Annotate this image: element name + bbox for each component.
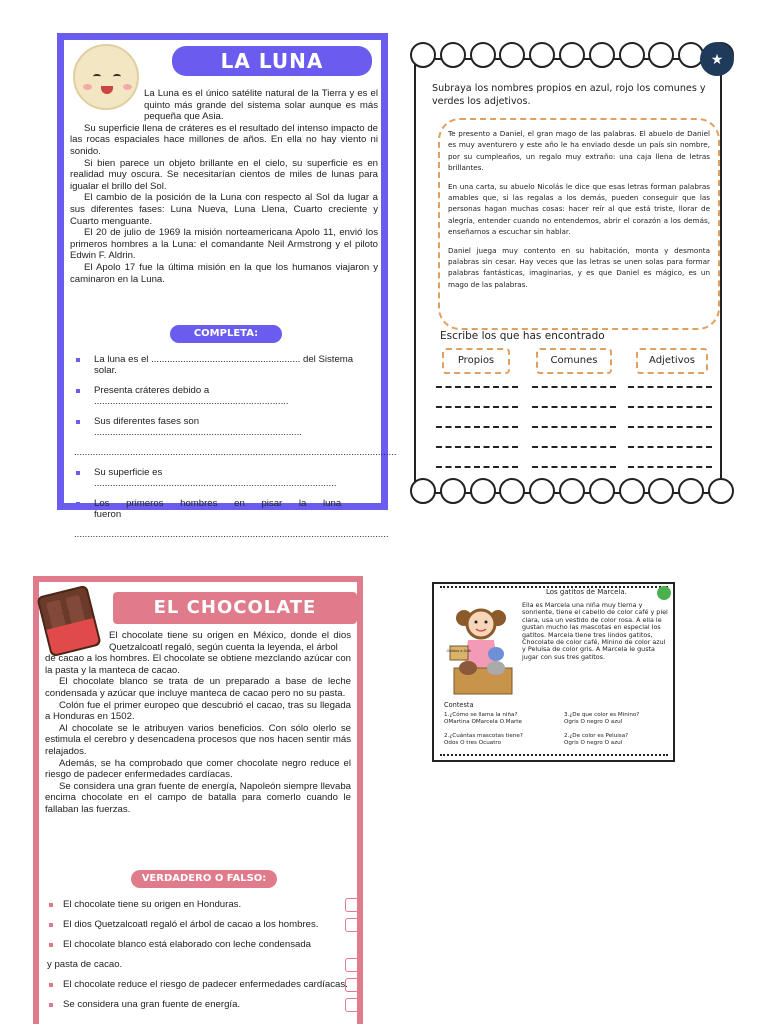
chocolate-paragraph: Al chocolate se le atribuyen varios beneficios. Con sólo olerlo se estimula el cerebro y desencadena procesos que nos hacen sentir más relajados. xyxy=(45,722,351,757)
answer-checkbox[interactable] xyxy=(345,898,359,912)
subraya-worksheet xyxy=(410,38,734,504)
la-luna-worksheet xyxy=(57,33,397,540)
true-false-text: El chocolate tiene su origen en Honduras. xyxy=(63,899,242,910)
dotted-border-bottom xyxy=(440,754,668,760)
luna-paragraph: Su superficie llena de cráteres es el resultado del intenso impacto de las rocas espaciales hace millones de años. En ella no hay viento ni sonido. xyxy=(70,122,378,157)
scallop-border-top xyxy=(410,42,734,68)
chocolate-paragraph: Además, se ha comprobado que comer chocolate negro reduce el riesgo de padecer enfermedades cardíacas. xyxy=(45,757,351,781)
story-paragraph: En una carta, su abuelo Nicolás le dice que esas letras forman palabras amables que, si las regalas a los demás, pueden conseguir que las personas hagan muchas cosas: hacer reír al que está triste, llorar de alegría, entender cuando no entendemos, abrir el corazón a los demás, enseñarnos a escuchar sin hablar. xyxy=(448,181,710,237)
contesta-label: Contesta xyxy=(444,701,474,709)
school-logo-icon: ★ xyxy=(700,42,734,76)
story-paragraph: Daniel juega muy contento en su habitación, monta y desmonta palabras sin cesar. Hay veces que las letras se unen solas para formar palabras fantásticas, imaginarias, y es que Daniel es mágico, es un mago de las palabras. xyxy=(448,245,710,289)
true-false-item xyxy=(47,918,359,938)
story-box xyxy=(438,118,720,330)
chocolate-paragraph: El chocolate blanco se trata de un preparado a base de leche condensada y azúcar que incluye manteca de cacao pero no su pasta. xyxy=(45,676,351,699)
true-false-text: El chocolate reduce el riesgo de padecer enfermedades cardíacas. xyxy=(63,979,348,990)
chocolate-subtitle: VERDADERO O FALSO: xyxy=(131,870,277,888)
true-false-item xyxy=(47,958,359,978)
question-2-options[interactable]: Odos O tres Ocuatro xyxy=(444,740,501,746)
question-1: 1.¿Cómo se llama la niña? xyxy=(444,712,518,718)
chocolate-text xyxy=(45,630,351,816)
instruction-text: Subraya los nombres propios en azul, rojo los comunes y verdes los adjetivos. xyxy=(432,83,706,107)
luna-subtitle: COMPLETA: xyxy=(170,325,282,343)
chocolate-paragraph: Se considera una gran fuente de energía, Napoleón siempre llevaba encima chocolate en el campo de batalla para comerlo cuando le fallaban las fuerzas. xyxy=(45,780,351,815)
write-prompt: Escribe los que has encontrado xyxy=(440,330,605,342)
question-4: 2.¿De color es Peluisa? xyxy=(564,733,629,739)
category-comunes: Comunes xyxy=(536,348,612,374)
question-2: 2.¿Cuántas mascotas tiene? xyxy=(444,733,523,739)
true-false-text: El chocolate blanco está elaborado con leche condensada xyxy=(63,939,312,950)
story-paragraph: Te presento a Daniel, el gran mago de las palabras. El abuelo de Daniel es muy aventurero y este año le ha enviado desde un país sin nombre, por su cumpleaños, un regalo muy extraño: una caja llena de letras brillantes. xyxy=(448,129,710,173)
luna-paragraph: La Luna es el único satélite natural de la Tierra y es el quinto más grande del sistema solar aunque es más pequeña que Asia. xyxy=(144,88,378,123)
luna-question: Los primeros hombres en pisar la luna fueron xyxy=(74,498,376,520)
question-4-options[interactable]: Ogris O negro O azul xyxy=(564,740,623,746)
chocolate-worksheet xyxy=(33,576,363,1024)
luna-question: La luna es el ........................................................ del Sistema solar. xyxy=(74,354,376,376)
luna-paragraph: Si bien parece un objeto brillante en el cielo, su superficie es en realidad muy oscura. Se necesitarían cientos de miles de lunas para igualar el brillo del Sol. xyxy=(70,157,378,192)
luna-paragraph: El 20 de julio de 1969 la misión norteamericana Apolo 11, envió los primeros hombres a la Luna: el comandante Neil Armstrong y el piloto Edwin F. Aldrin. xyxy=(70,227,378,262)
luna-question-list xyxy=(74,354,397,549)
category-propios: Propios xyxy=(442,348,510,374)
sign-text: Gatitos a Salir xyxy=(446,648,472,653)
luna-paragraph: El Apolo 17 fue la última misión en la que los humanos viajaron y caminaron en la Luna. xyxy=(70,261,378,285)
answer-checkbox[interactable] xyxy=(345,978,359,992)
chocolate-title: EL CHOCOLATE xyxy=(113,592,357,624)
question-3-options[interactable]: Ogris O negro O azul xyxy=(564,719,623,725)
question-3: 3.¿De que color es Minino? xyxy=(564,712,640,718)
gatitos-worksheet xyxy=(432,582,675,762)
luna-question: Su superficie es ........................................................................................... xyxy=(74,467,376,489)
answer-checkbox[interactable] xyxy=(345,918,359,932)
answer-checkbox[interactable] xyxy=(345,998,359,1012)
category-adjetivos: Adjetivos xyxy=(636,348,708,374)
luna-question: Presenta cráteres debido a ......................................................................... xyxy=(74,385,376,407)
true-false-item xyxy=(47,938,359,958)
chocolate-paragraph: El chocolate tiene su origen en México, donde el dios Quetzalcoatl regaló, según cuenta la leyenda, el árbol xyxy=(109,630,351,653)
question-1-options[interactable]: OMartina OMarcela O Marte xyxy=(444,719,522,725)
answer-checkbox[interactable] xyxy=(345,958,359,972)
luna-paragraph: El cambio de la posición de la Luna con respecto al Sol da lugar a sus diferentes fases: Luna Nueva, Luna Llena, Cuarto creciente y Cuarto menguante. xyxy=(70,192,378,227)
badge-icon xyxy=(657,586,671,600)
true-false-text: El dios Quetzalcoatl regaló el árbol de cacao a los hombres. xyxy=(63,919,319,930)
gatitos-title: Los gatitos de Marcela. xyxy=(546,588,627,596)
true-false-list xyxy=(47,898,359,1018)
chocolate-paragraph: de cacao a los hombres. El chocolate se obtiene mezclando azúcar con la pasta y la manteca de cacao. xyxy=(45,653,351,676)
true-false-item xyxy=(47,898,359,918)
luna-answer-line: ...................................................................................................................... xyxy=(74,529,389,540)
gatitos-text: Ella es Marcela una niña muy tierna y sonriente, tiene el cabello de color café y piel clara, usa un vestido de color rosa. A ella le gustan mucho las mascotas en especial los gatitos. Marcela tiene tres lindos gatitos, Chocolate de color café, Minino de color azul y Peluisa de color gris. A Marcela le gusta jugar con sus tres gatitos. xyxy=(522,601,668,661)
true-false-text: y pasta de cacao. xyxy=(47,959,123,970)
chocolate-paragraph: Colón fue el primer europeo que descubrió el cacao, tras su llegada a Honduras en 1502. xyxy=(45,699,351,723)
luna-question: Sus diferentes fases son .............................................................................. xyxy=(74,416,376,438)
girl-with-cats-illustration xyxy=(446,602,520,698)
luna-title: LA LUNA xyxy=(172,46,372,76)
true-false-item xyxy=(47,998,359,1018)
scallop-border-bottom xyxy=(410,478,734,504)
true-false-text: Se considera una gran fuente de energía. xyxy=(63,999,241,1010)
luna-answer-line: ......................................................................................................................... xyxy=(74,447,397,458)
luna-text xyxy=(70,88,378,285)
true-false-item xyxy=(47,978,359,998)
